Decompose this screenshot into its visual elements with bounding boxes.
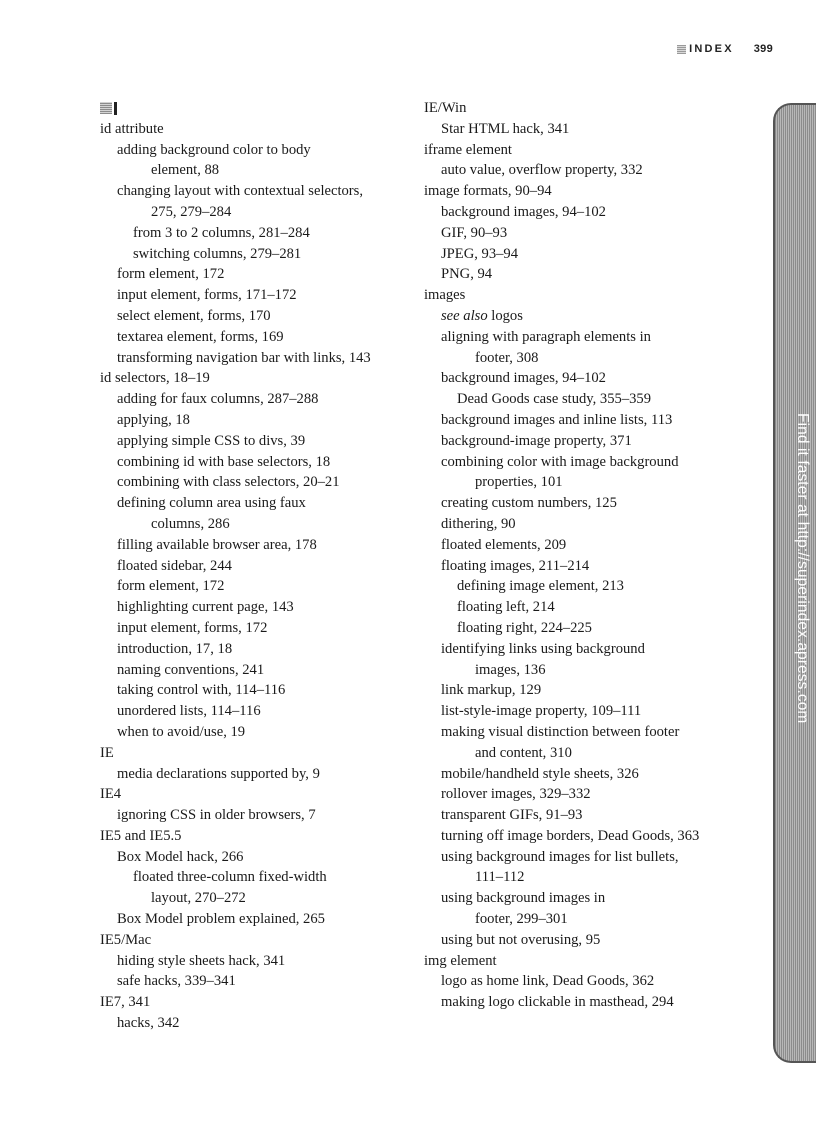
index-entry-continuation: properties, 101	[475, 474, 563, 491]
index-entry-text: transparent GIFs, 91–93	[441, 807, 583, 824]
index-entry	[424, 576, 764, 597]
index-entry	[424, 805, 764, 826]
index-entry-continuation: footer, 308	[475, 349, 539, 366]
index-entry	[424, 764, 764, 785]
index-entry	[424, 431, 764, 452]
index-entry-text: creating custom numbers, 125	[441, 495, 617, 512]
index-entry-text: applying simple CSS to divs, 39	[117, 432, 306, 449]
index-entry-text: IE	[100, 744, 114, 761]
index-entry-text: hiding style sheets hack, 341	[117, 952, 286, 969]
index-entry-text: using but not overusing, 95	[441, 931, 601, 948]
index-entry-text: from 3 to 2 columns, 281–284	[133, 224, 310, 241]
index-entry	[100, 597, 418, 618]
index-entry-text: PNG, 94	[441, 266, 493, 283]
index-entry-text: unordered lists, 114–116	[117, 703, 261, 720]
index-entry	[100, 576, 418, 597]
index-entry	[424, 514, 764, 535]
index-entry-text: IE5 and IE5.5	[100, 827, 182, 844]
index-entry	[424, 264, 764, 285]
index-entry	[424, 98, 764, 119]
index-entry	[100, 556, 418, 577]
index-entry-text: highlighting current page, 143	[117, 599, 294, 616]
index-entry	[424, 971, 764, 992]
index-entry	[424, 119, 764, 140]
index-entry	[100, 431, 418, 452]
index-entry-continuation: footer, 299–301	[475, 911, 568, 928]
index-entry-text: IE4	[100, 786, 122, 803]
index-entry-continuation: element, 88	[151, 162, 220, 179]
index-entry-text: textarea element, forms, 169	[117, 328, 284, 345]
index-entry-text: when to avoid/use, 19	[117, 723, 246, 740]
index-entry-text: background images, 94–102	[441, 203, 606, 220]
index-entry	[100, 618, 418, 639]
index-entry-text: form element, 172	[117, 266, 225, 283]
index-entry-text: transforming navigation bar with links, 143	[117, 349, 371, 366]
index-entry-text: hacks, 342	[117, 1015, 180, 1032]
index-entry-text: filling available browser area, 178	[117, 536, 317, 553]
index-entry	[100, 223, 418, 244]
index-entry-text: naming conventions, 241	[117, 661, 265, 678]
index-entry-text: floated elements, 209	[441, 536, 567, 553]
index-entry-text: link markup, 129	[441, 682, 542, 699]
index-entry	[100, 930, 418, 951]
index-entry-text: applying, 18	[117, 411, 190, 428]
section-marker-icon	[677, 45, 686, 54]
index-column-left	[100, 98, 418, 1034]
index-entry	[100, 493, 418, 535]
index-entry-text: iframe element	[424, 141, 512, 158]
thumb-tab-url-text: Find it faster at http://superindex.apress.com	[794, 413, 811, 724]
index-entry	[424, 452, 764, 494]
index-entry	[100, 119, 418, 140]
running-header	[677, 40, 773, 58]
index-entry	[100, 368, 418, 389]
index-entry	[100, 951, 418, 972]
index-entry	[424, 389, 764, 410]
index-entry	[424, 639, 764, 681]
index-entry-text: dithering, 90	[441, 515, 516, 532]
index-entry-text: form element, 172	[117, 578, 225, 595]
index-entry	[424, 306, 764, 327]
index-entry	[100, 847, 418, 868]
index-entry-text: defining image element, 213	[457, 578, 624, 595]
index-entry	[424, 722, 764, 764]
index-entry-text: ignoring CSS in older browsers, 7	[117, 807, 316, 824]
index-entry-text: logos	[491, 307, 523, 324]
index-entry	[100, 784, 418, 805]
index-entry	[100, 181, 418, 223]
index-entry-text: making visual distinction between footer	[441, 723, 680, 740]
letter-heading-glyph	[114, 102, 117, 115]
index-entry	[100, 389, 418, 410]
index-entry	[100, 264, 418, 285]
index-entry-text: rollover images, 329–332	[441, 786, 591, 803]
index-entry	[424, 847, 764, 889]
index-entry	[424, 597, 764, 618]
index-entry-text: turning off image borders, Dead Goods, 363	[441, 827, 700, 844]
index-entry	[100, 639, 418, 660]
index-entry-list	[424, 98, 764, 1013]
index-entry-text: Box Model hack, 266	[117, 848, 244, 865]
index-entry	[100, 826, 418, 847]
index-entry	[100, 971, 418, 992]
index-entry	[424, 951, 764, 972]
index-entry-text: Box Model problem explained, 265	[117, 911, 325, 928]
page-number: 399	[753, 43, 773, 55]
index-entry-continuation: columns, 286	[151, 515, 230, 532]
index-entry-text: IE/Win	[424, 100, 467, 116]
index-entry-text: adding background color to body	[117, 141, 311, 158]
index-entry-text: auto value, overflow property, 332	[441, 162, 643, 179]
index-entry	[424, 680, 764, 701]
index-entry-text: defining column area using faux	[117, 495, 306, 512]
index-column-right	[424, 98, 764, 1013]
index-entry-text: changing layout with contextual selectors,	[117, 183, 363, 200]
section-title: INDEX	[689, 43, 734, 55]
index-entry-text: using background images in	[441, 890, 606, 907]
index-entry-text: images	[424, 287, 466, 304]
index-entry-text: safe hacks, 339–341	[117, 973, 236, 990]
index-entry	[424, 410, 764, 431]
see-also-label: see also	[441, 307, 488, 324]
index-entry	[424, 223, 764, 244]
index-entry-text: logo as home link, Dead Goods, 362	[441, 973, 655, 990]
index-entry-text: floated sidebar, 244	[117, 557, 232, 574]
index-entry	[100, 410, 418, 431]
index-entry	[424, 202, 764, 223]
index-entry-text: background images, 94–102	[441, 370, 606, 387]
index-entry-text: mobile/handheld style sheets, 326	[441, 765, 639, 782]
index-entry-text: input element, forms, 172	[117, 619, 268, 636]
index-entry-text: JPEG, 93–94	[441, 245, 519, 262]
index-entry-text: background images and inline lists, 113	[441, 411, 673, 428]
index-entry	[424, 327, 764, 369]
index-entry-text: switching columns, 279–281	[133, 245, 302, 262]
index-entry-text: floating left, 214	[457, 599, 555, 616]
index-entry	[424, 535, 764, 556]
index-entry	[100, 306, 418, 327]
index-entry-text: input element, forms, 171–172	[117, 287, 297, 304]
index-entry	[424, 285, 764, 306]
index-entry	[424, 888, 764, 930]
index-entry-text: list-style-image property, 109–111	[441, 703, 642, 720]
index-entry	[100, 909, 418, 930]
index-entry	[100, 140, 418, 182]
index-entry	[100, 244, 418, 265]
index-entry	[424, 493, 764, 514]
index-entry	[100, 805, 418, 826]
index-entry	[424, 181, 764, 202]
index-entry-text: image formats, 90–94	[424, 183, 552, 200]
index-entry	[100, 867, 418, 909]
index-entry-text: floated three-column fixed-width	[133, 869, 327, 886]
index-entry-text: floating right, 224–225	[457, 619, 592, 636]
index-entry-text: Star HTML hack, 341	[441, 120, 570, 137]
index-entry-text: identifying links using background	[441, 640, 645, 657]
index-entry-text: select element, forms, 170	[117, 307, 271, 324]
index-letter-heading	[100, 98, 418, 119]
index-entry	[100, 1013, 418, 1034]
letter-marker-icon	[100, 102, 112, 114]
index-entry-continuation: layout, 270–272	[151, 890, 246, 907]
index-entry	[100, 701, 418, 722]
index-entry-text: using background images for list bullets,	[441, 848, 679, 865]
index-entry	[100, 992, 418, 1013]
index-entry	[100, 743, 418, 764]
index-entry-text: media declarations supported by, 9	[117, 765, 320, 782]
index-entry-text: introduction, 17, 18	[117, 640, 233, 657]
index-entry	[424, 618, 764, 639]
index-entry	[100, 348, 418, 369]
index-entry	[424, 701, 764, 722]
index-entry	[424, 784, 764, 805]
index-entry-continuation: 111–112	[475, 869, 525, 886]
index-entry-text: combining with class selectors, 20–21	[117, 474, 340, 491]
index-entry-text: combining color with image background	[441, 453, 679, 470]
index-entry	[424, 244, 764, 265]
index-entry-text: adding for faux columns, 287–288	[117, 391, 319, 408]
index-entry-text: taking control with, 114–116	[117, 682, 286, 699]
index-entry-text: background-image property, 371	[441, 432, 632, 449]
index-entry-text: making logo clickable in masthead, 294	[441, 994, 674, 1011]
index-entry-text: id selectors, 18–19	[100, 370, 210, 387]
index-entry	[424, 556, 764, 577]
index-entry	[100, 764, 418, 785]
index-entry-text: GIF, 90–93	[441, 224, 508, 241]
index-entry	[100, 660, 418, 681]
index-entry	[100, 680, 418, 701]
index-entry	[424, 140, 764, 161]
index-entry	[100, 327, 418, 348]
index-entry-continuation: and content, 310	[475, 744, 572, 761]
index-entry-continuation: images, 136	[475, 661, 546, 678]
index-entry-list	[100, 119, 418, 1034]
index-entry	[424, 992, 764, 1013]
index-entry	[424, 160, 764, 181]
index-entry	[100, 722, 418, 743]
index-entry	[100, 472, 418, 493]
index-entry	[100, 285, 418, 306]
index-entry	[100, 535, 418, 556]
index-entry-text: IE7, 341	[100, 994, 151, 1011]
index-entry	[424, 826, 764, 847]
index-entry-continuation: 275, 279–284	[151, 203, 232, 220]
index-entry-text: id attribute	[100, 120, 164, 137]
index-entry-text: aligning with paragraph elements in	[441, 328, 651, 345]
index-entry	[424, 930, 764, 951]
index-entry	[100, 452, 418, 473]
index-entry-text: floating images, 211–214	[441, 557, 590, 574]
index-entry-text: IE5/Mac	[100, 931, 152, 948]
index-entry-text: combining id with base selectors, 18	[117, 453, 331, 470]
index-entry-text: img element	[424, 952, 497, 969]
index-entry-text: Dead Goods case study, 355–359	[457, 391, 652, 408]
index-entry	[424, 368, 764, 389]
